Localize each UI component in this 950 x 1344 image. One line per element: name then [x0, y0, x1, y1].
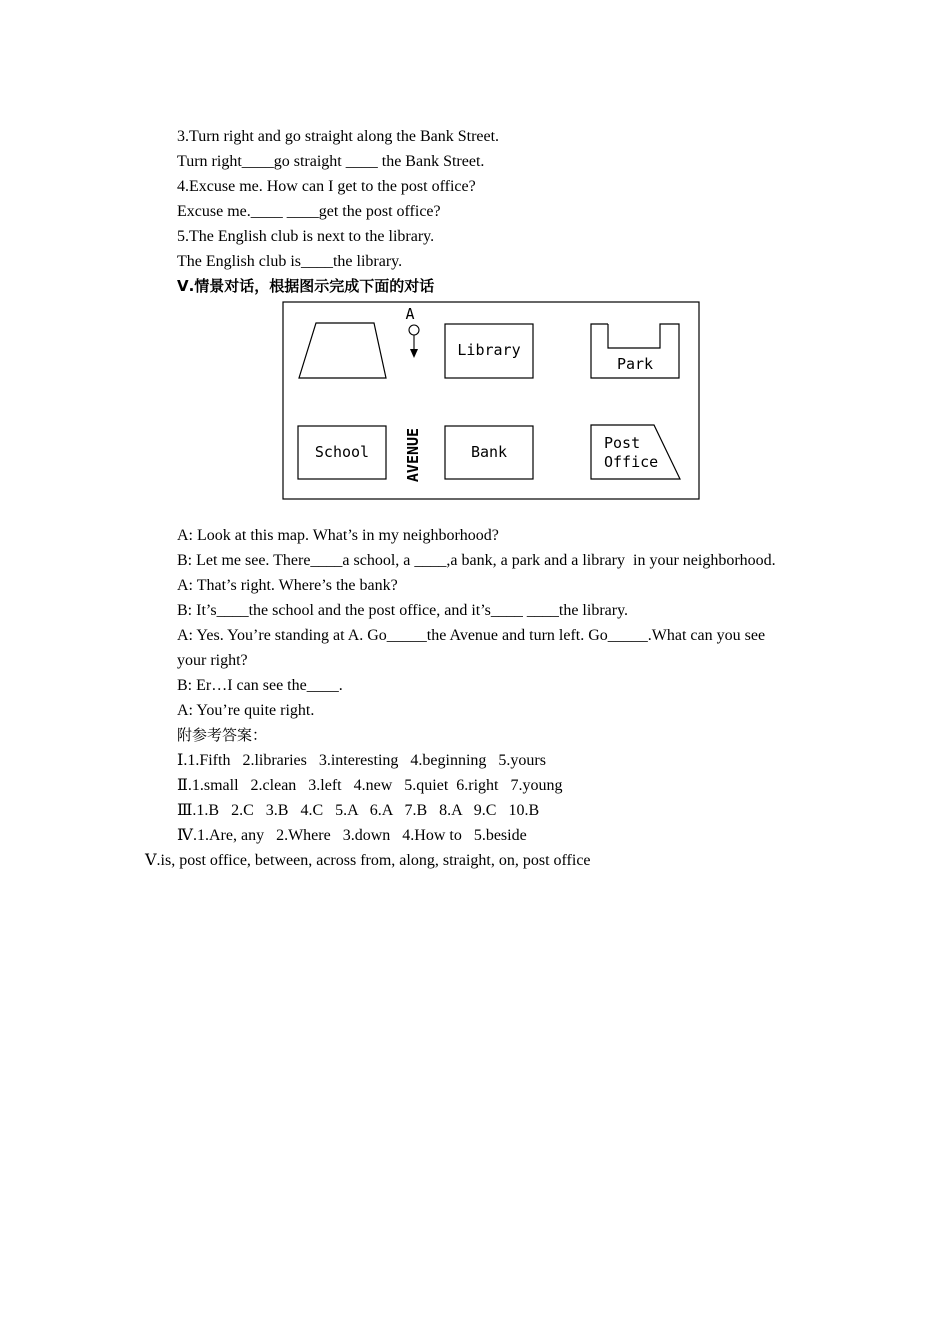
q5-blank: The English club is____the library. — [177, 253, 403, 270]
library-label: Library — [457, 341, 521, 359]
dialogue-line-2: B: Let me see. There____a school, a ____,a bank, a park and a library in your neighborhood. — [177, 552, 776, 569]
point-a-label: A — [405, 305, 415, 323]
dialogue-line-7: B: Er…I can see the____. — [177, 677, 343, 694]
direction-arrow-head — [410, 349, 418, 358]
dialogue-line-6: your right? — [177, 652, 248, 669]
answer-section-5: Ⅴ.is, post office, between, across from, along, straight, on, post office — [145, 852, 591, 869]
neighborhood-map — [282, 301, 700, 501]
post-office-label-line2: Office — [604, 453, 659, 471]
post-office-label-line1: Post — [604, 434, 641, 452]
answer-section-1: Ⅰ.1.Fifth 2.libraries 3.interesting 4.beginning 5.yours — [177, 752, 546, 769]
section5-heading: Ⅴ.情景对话，根据图示完成下面的对话 — [177, 277, 435, 295]
dialogue-line-3: A: That’s right. Where’s the bank? — [177, 577, 398, 594]
q4-blank: Excuse me.____ ____get the post office? — [177, 203, 441, 220]
dialogue-line-5: A: Yes. You’re standing at A. Go_____the Avenue and turn left. Go_____.What can you see — [177, 627, 766, 644]
q4-original: 4.Excuse me. How can I get to the post office? — [177, 178, 476, 195]
unlabeled-building — [299, 323, 386, 378]
dialogue-line-8: A: You’re quite right. — [177, 702, 315, 719]
avenue-label: AVENUE — [404, 427, 422, 483]
dialogue-line-4: B: It’s____the school and the post office, and it’s____ ____the library. — [177, 602, 629, 619]
answer-section-2: Ⅱ.1.small 2.clean 3.left 4.new 5.quiet 6.right 7.young — [177, 777, 563, 794]
q3-blank: Turn right____go straight ____ the Bank Street. — [177, 153, 485, 170]
answers-heading: 附参考答案： — [177, 726, 268, 744]
bank-label: Bank — [470, 443, 508, 461]
school-label: School — [314, 443, 370, 461]
point-a-marker — [409, 325, 419, 335]
map-drawing — [282, 301, 700, 501]
answer-section-4: Ⅳ.1.Are, any 2.Where 3.down 4.How to 5.beside — [177, 827, 527, 844]
answer-section-3: Ⅲ.1.B 2.C 3.B 4.C 5.A 6.A 7.B 8.A 9.C 10.B — [177, 802, 540, 819]
dialogue-line-1: A: Look at this map. What’s in my neighborhood? — [177, 527, 499, 544]
q3-original: 3.Turn right and go straight along the Bank Street. — [177, 128, 500, 145]
park-label: Park — [616, 355, 654, 373]
q5-original: 5.The English club is next to the library. — [177, 228, 435, 245]
